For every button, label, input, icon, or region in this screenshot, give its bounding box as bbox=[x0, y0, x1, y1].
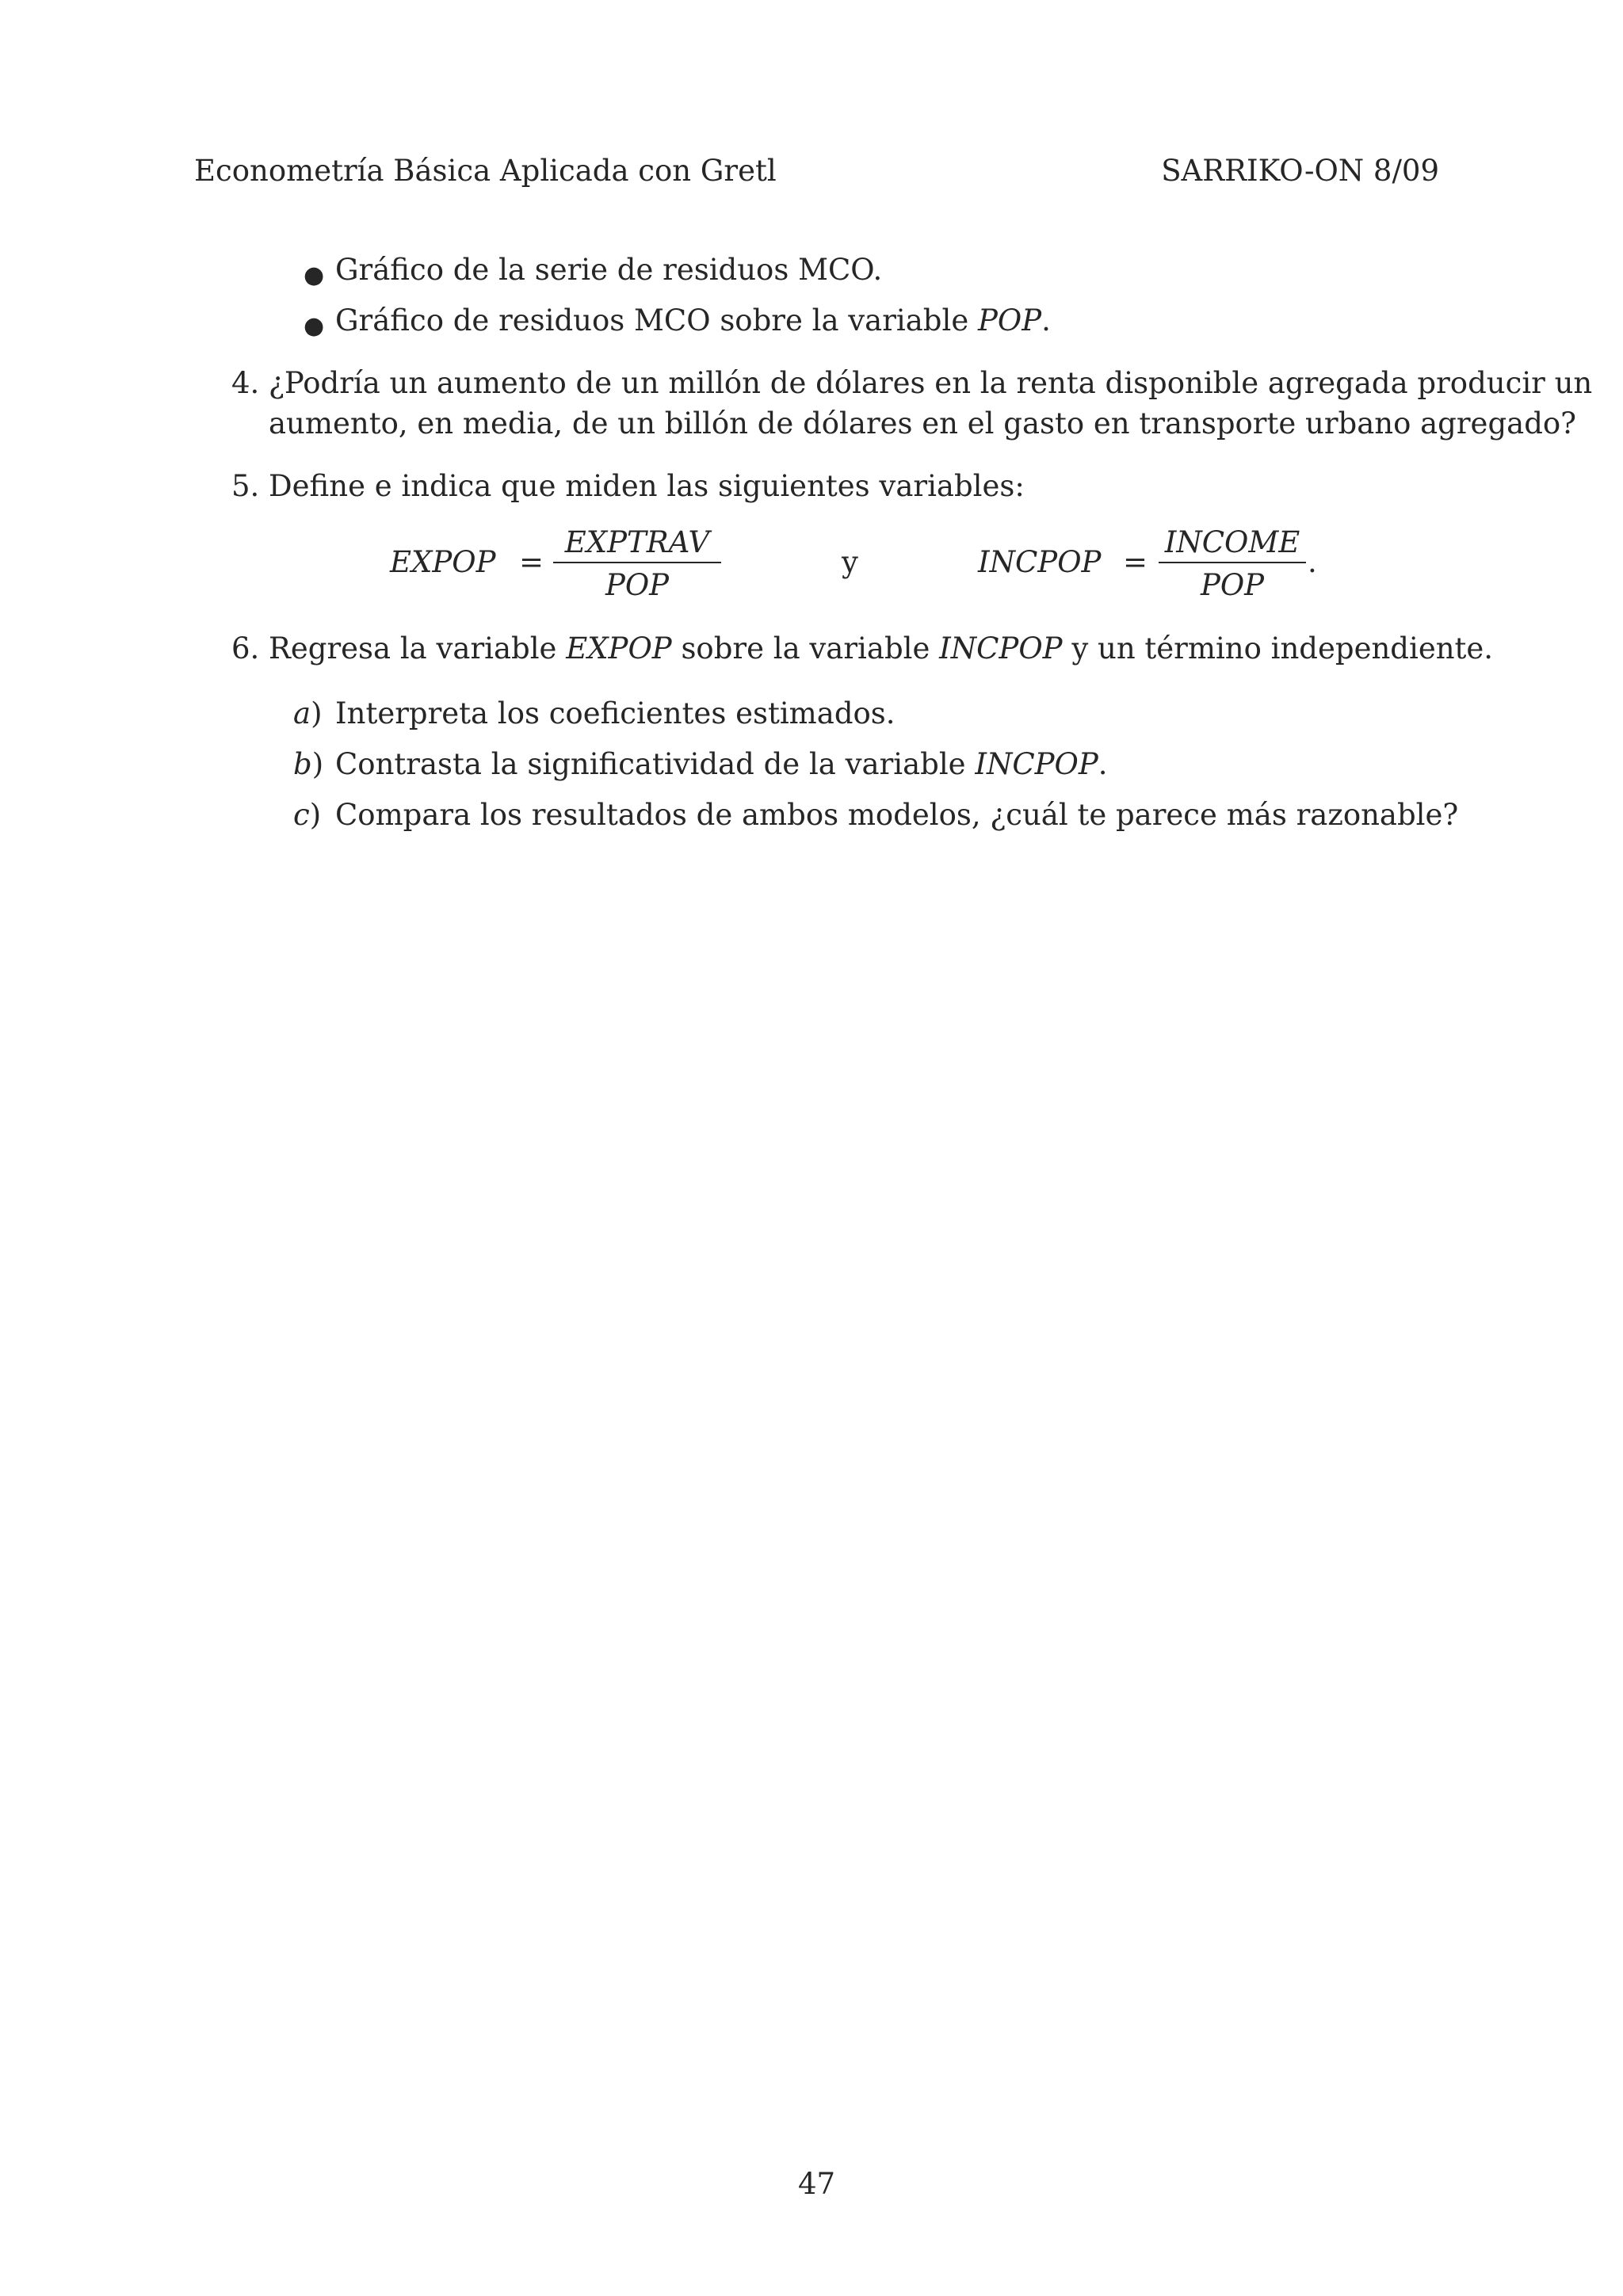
subitem-label: b) bbox=[293, 747, 324, 781]
variable-name: POP bbox=[977, 303, 1042, 338]
fraction-bar bbox=[553, 562, 721, 563]
item-text-line: ¿Podría un aumento de un millón de dólares en la renta disponible agregada producir un bbox=[269, 366, 1593, 400]
subitem-text: Contrasta la significatividad de la variable INCPOP. bbox=[335, 747, 1108, 781]
bullet-item: Gráfico de la serie de residuos MCO. bbox=[335, 253, 883, 287]
formula-lhs: INCPOP bbox=[978, 545, 1102, 579]
formula-period: . bbox=[1308, 545, 1317, 579]
variable-name: INCPOP bbox=[975, 747, 1098, 781]
fraction-numerator: EXPTRAV bbox=[564, 525, 710, 559]
page-number: 47 bbox=[798, 2167, 836, 2201]
variable-name: EXPOP bbox=[566, 631, 672, 666]
item-number: 6. bbox=[231, 631, 260, 666]
running-header-title: Econometría Básica Aplicada con Gretl bbox=[194, 154, 777, 188]
item-number: 5. bbox=[231, 469, 260, 503]
subitem-text: Compara los resultados de ambos modelos, ¿cuál te parece más razonable? bbox=[335, 798, 1459, 832]
conjunction: y bbox=[842, 545, 858, 579]
formula-equals: = bbox=[1123, 545, 1148, 579]
subitem-label: c) bbox=[293, 798, 322, 832]
item-text-line: aumento, en media, de un billón de dólares en el gasto en transporte urbano agregado? bbox=[269, 406, 1576, 441]
subitem-label: a) bbox=[293, 696, 323, 730]
bullet-marker: ● bbox=[304, 261, 325, 289]
variable-name: INCPOP bbox=[939, 631, 1063, 666]
formula-lhs: EXPOP bbox=[390, 545, 496, 579]
subitem-text: Interpreta los coeficientes estimados. bbox=[335, 696, 896, 730]
fraction-bar bbox=[1159, 562, 1306, 563]
fraction-numerator: INCOME bbox=[1164, 525, 1300, 559]
item-number: 4. bbox=[231, 366, 260, 400]
item-text: Define e indica que miden las siguientes variables: bbox=[269, 469, 1025, 503]
running-header-series: SARRIKO-ON 8/09 bbox=[1161, 154, 1439, 188]
bullet-item: Gráfico de residuos MCO sobre la variable POP. bbox=[335, 303, 1051, 338]
fraction-denominator: POP bbox=[605, 568, 670, 602]
item-text: Regresa la variable EXPOP sobre la variable INCPOP y un término independiente. bbox=[269, 631, 1494, 666]
formula-equals: = bbox=[519, 545, 544, 579]
fraction-denominator: POP bbox=[1200, 568, 1265, 602]
bullet-marker: ● bbox=[304, 312, 325, 340]
